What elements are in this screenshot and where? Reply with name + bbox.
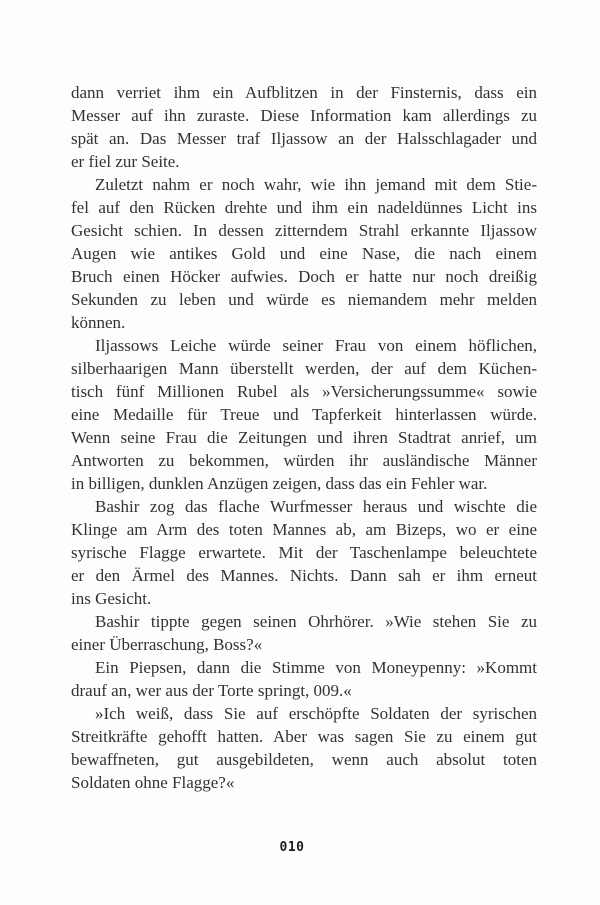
text-line: Messer auf ihn zuraste. Diese Information kam allerdings zu [71,106,537,125]
text-line: Sekunden zu leben und würde es niemandem mehr melden [71,290,537,309]
text-line: in billigen, dunklen Anzügen zeigen, dass das ein Fehler war. [71,474,488,493]
text-line: Zuletzt nahm er noch wahr, wie ihn jemand mit dem Stie- [95,175,537,194]
text-line: er fiel zur Seite. [71,152,180,171]
text-line: er den Ärmel des Mannes. Nichts. Dann sah er ihm erneut [71,566,537,585]
text-line: Wenn seine Frau die Zeitungen und ihren Stadtrat anrief, um [71,428,537,447]
text-line: Bashir zog das flache Wurfmesser heraus und wischte die [95,497,537,516]
text-line: Soldaten ohne Flagge?« [71,773,235,792]
text-line: eine Medaille für Treue und Tapferkeit hinterlassen würde. [71,405,537,424]
text-line: Ein Piepsen, dann die Stimme von Moneypenny: »Kommt [95,658,537,677]
text-line: fel auf den Rücken drehte und ihm ein nadeldünnes Licht ins [71,198,537,217]
text-line: Augen wie antikes Gold und eine Nase, die nach einem [71,244,537,263]
text-line: syrische Flagge erwartete. Mit der Taschenlampe beleuchtete [71,543,537,562]
text-line: bewaffneten, gut ausgebildeten, wenn auch absolut toten [71,750,537,769]
text-line: können. [71,313,126,332]
text-line: Streitkräfte gehofft hatten. Aber was sagen Sie zu einem gut [71,727,537,746]
text-line: silberhaarigen Mann überstellt werden, der auf dem Küchen- [71,359,537,378]
text-line: Bruch einen Höcker aufwies. Doch er hatte nur noch dreißig [71,267,537,286]
text-line: ins Gesicht. [71,589,152,608]
text-line: spät an. Das Messer traf Iljassow an der Halsschlagader und [71,129,537,148]
text-line: tisch fünf Millionen Rubel als »Versicherungssumme« sowie [71,382,537,401]
text-line: dann verriet ihm ein Aufblitzen in der Finsternis, dass ein [71,83,537,102]
text-line: Iljassows Leiche würde seiner Frau von einem höflichen, [95,336,537,355]
body-text [71,81,537,794]
text-line: »Ich weiß, dass Sie auf erschöpfte Soldaten der syrischen [95,704,537,723]
text-line: Bashir tippte gegen seinen Ohrhörer. »Wie stehen Sie zu [95,612,537,631]
text-line: Gesicht schien. In dessen zitterndem Strahl erkannte Iljassow [71,221,537,240]
text-line: Klinge am Arm des toten Mannes ab, am Bizeps, wo er eine [71,520,537,539]
page-number: 010 [279,840,305,855]
text-line: Antworten zu bekommen, würden ihr ausländische Männer [71,451,537,470]
text-line: drauf an, wer aus der Torte springt, 009.« [71,681,352,700]
text-line: einer Überraschung, Boss?« [71,635,263,654]
